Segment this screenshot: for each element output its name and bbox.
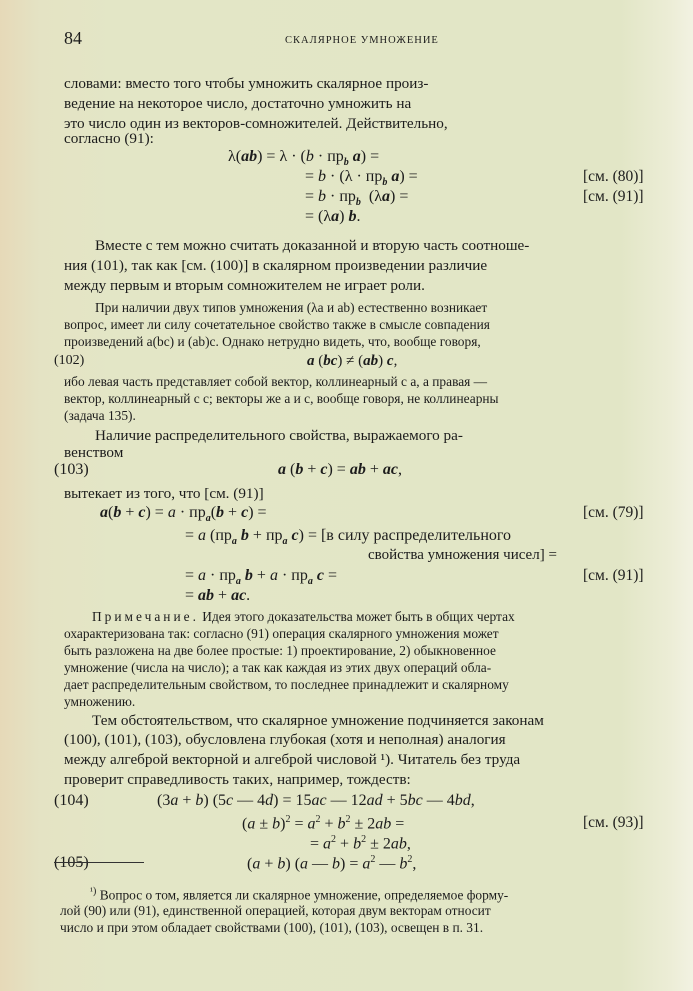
note-label: Примечание. [92,609,199,624]
equation-reference: [см. (93)] [583,814,644,831]
footnote-line: число и при этом обладает свойствами (100), (101), (103), освещен в п. 31. [60,920,484,935]
equation-line: = (λa) b. [305,208,361,225]
equation-number: (102) [54,353,85,368]
text-line: умножение (числа на число); а так как каждая из этих двух операций обла- [64,660,492,675]
equation-line: a (b + c) = ab + ac, [278,461,402,478]
equation-line: (a + b) (a — $b) = a^2$ — $b^2$, [247,854,417,873]
equation-reference: [см. (79)] [583,504,644,521]
equation-line: = $b \cdot пр_b$ (λa) = [305,188,409,209]
text-line: Вместе с тем можно считать доказанной и вторую часть соотноше- [95,237,530,254]
note-first-line [92,609,515,625]
text-line: охарактеризована так: согласно (91) операция скалярного умножения может [64,626,499,641]
footnote-line: лой (90) или (91), единственной операцией, которая двум векторам относит [60,903,491,918]
equation-reference: [см. (91)] [583,567,644,584]
equation-line: = ab + ac. [185,587,251,604]
text-line: умножению. [64,694,136,709]
equation-number: (103) [54,461,89,478]
text-line: ния (101), так как [см. (100)] в скалярном произведении различие [64,257,488,274]
equation-line: $a(b + c) = a \cdot пр_a(b + c)$ = [100,504,267,525]
equation-line: = $b \cdot (\lambda \cdot пр_b$ a) = [305,168,418,189]
running-title: СКАЛЯРНОЕ УМНОЖЕНИЕ [285,35,439,46]
equation-line: свойства умножения чисел] = [368,547,557,563]
text-line: согласно (91): [64,130,154,147]
text-line: (100), (101), (103), обусловлена глубокая (хотя и неполная) аналогия [64,731,506,748]
equation-line: = $a \cdot пр_a$ $b + a \cdot пр_a$ c = [185,567,337,588]
text-line: вектор, коллинеарный с c; векторы же a и c, вообще говоря, не коллинеарны [64,391,499,406]
text-line: ведение на некоторое число, достаточно умножить на [64,95,412,112]
footnote-rule [54,862,144,863]
footnote-marker: ¹) [90,886,97,897]
note-text: Идея этого доказательства может быть в общих чертах [202,609,515,624]
equation-line: = $a^2 + b^2 \pm 2ab$, [310,834,411,853]
text-line: это число один из векторов-сомножителей. Действительно, [64,115,448,132]
text-line: словами: вместо того чтобы умножить скалярное произ- [64,75,429,92]
text-line: между алгеброй векторной и алгеброй числовой ¹). Читатель без труда [64,751,521,768]
text-line: (задача 135). [64,408,136,423]
footnote-line [90,886,508,903]
text-line: Тем обстоятельством, что скалярное умножение подчиняется законам [92,712,544,729]
equation-line: $\lambda(ab) = \lambda \cdot (b \cdot пр_b$ a) = [228,148,380,169]
equation-line: (3a + b) (5c — 4d) = 15ac — 12ad + 5bc — 4bd, [157,792,475,809]
text-line: При наличии двух типов умножения (λa и ab) естественно возникает [95,300,488,315]
equation-line: $(a \pm b)^2 = a^2 + b^2 \pm 2ab$ = [242,814,405,833]
text-line: Наличие распределительного свойства, выражаемого ра- [95,427,463,444]
text-line: между первым и вторым сомножителем не играет роли. [64,277,425,294]
text-line: венством [64,444,124,461]
equation-number: (104) [54,792,89,809]
page-number: 84 [64,28,82,48]
equation-reference: [см. (80)] [583,168,644,185]
footnote-text: Вопрос о том, является ли скалярное умножение, определяемое форму- [99,887,509,903]
equation-line: a (bc) ≠ (ab) c, [307,353,398,369]
text-line: проверит справедливость таких, например, тождеств: [64,771,411,788]
text-line: вытекает из того, что [см. (91)] [64,485,264,502]
equation-reference: [см. (91)] [583,188,644,205]
text-line: быть разложена на две более простые: 1) проектирование, 2) обыкновенное [64,643,496,658]
text-line: дает распределительным свойством, то последнее принадлежит и скалярному [64,677,509,692]
text-line: произведений a(bc) и (ab)c. Однако нетрудно видеть, что, вообще говоря, [64,334,481,349]
text-line: ибо левая часть представляет собой вектор, коллинеарный с a, а правая — [64,374,488,389]
equation-line: = a ($пр_a$ $b + пр_a$ c) = [в силу распределительного [185,527,512,548]
equation-number: (105) [54,854,89,871]
text-line: вопрос, имеет ли силу сочетательное свойство также в смысле совпадения [64,317,490,332]
